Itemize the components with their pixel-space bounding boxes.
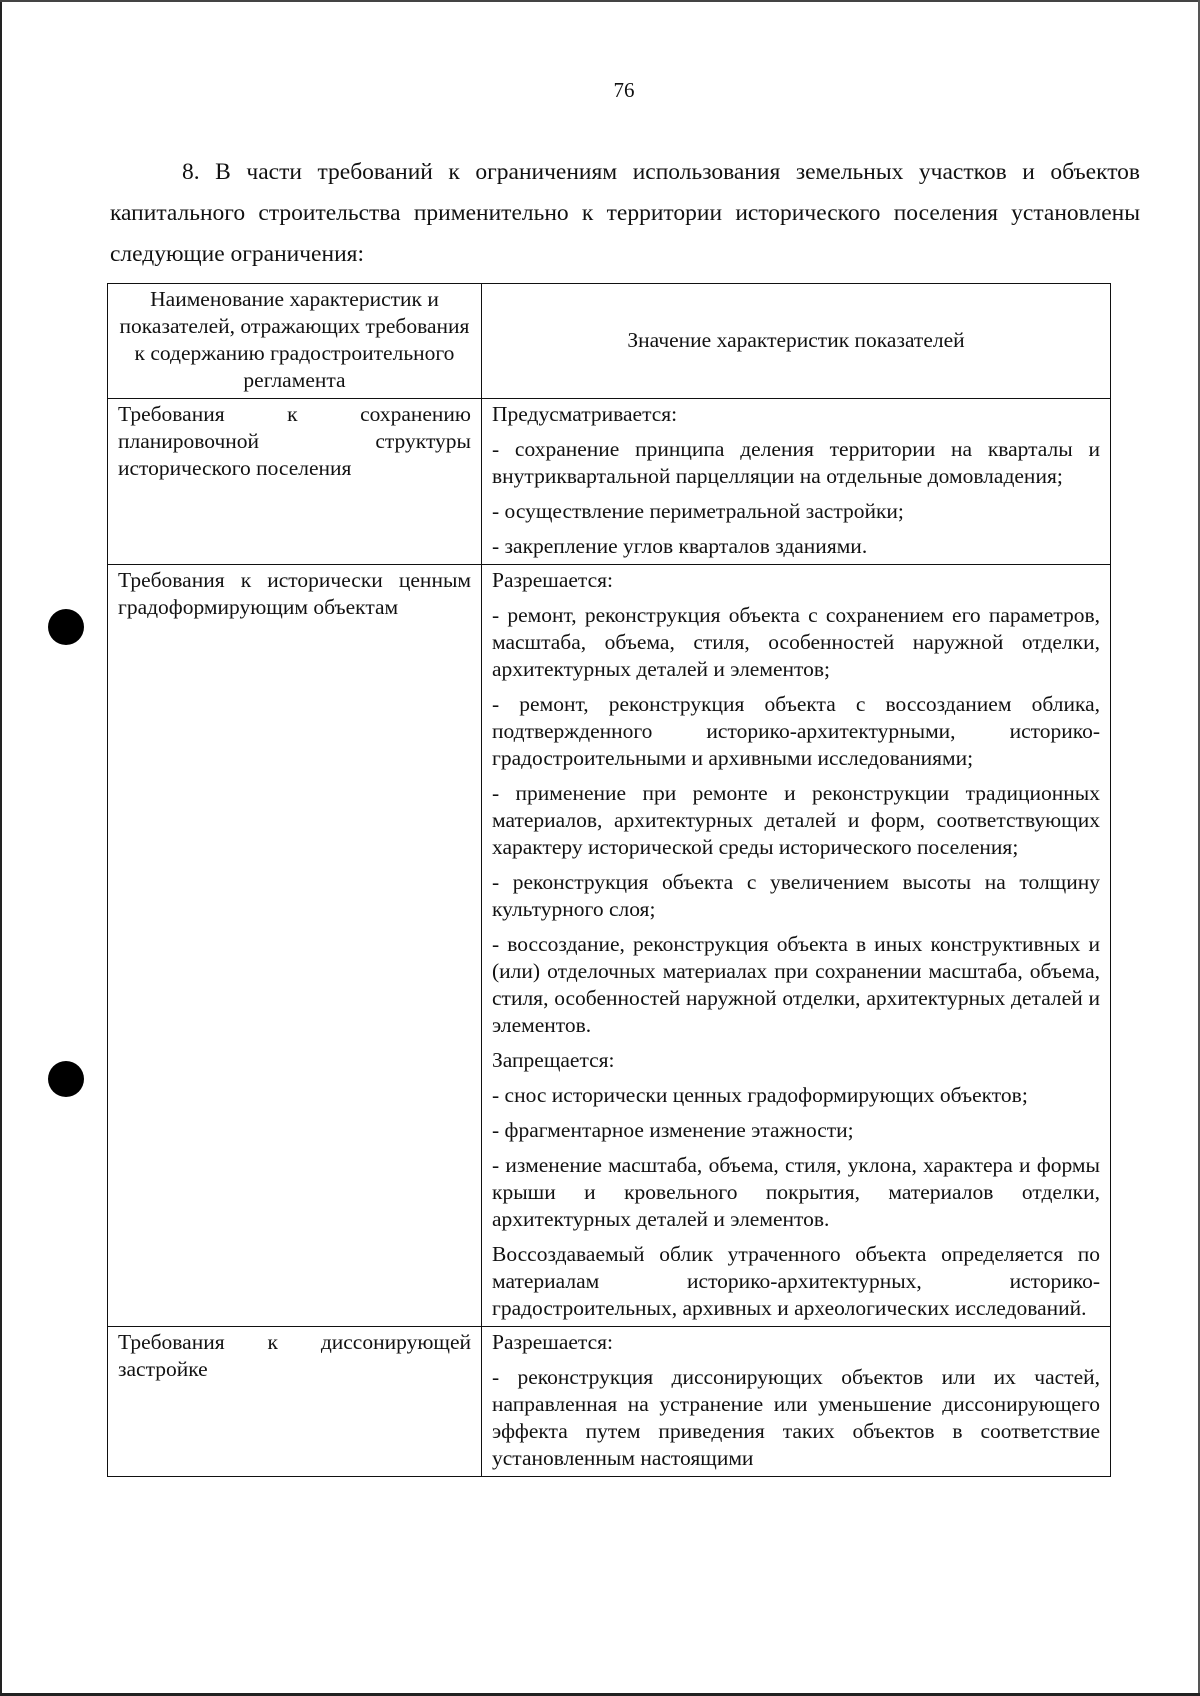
header-characteristics-value: Значение характеристик показателей (482, 284, 1111, 399)
row-paragraph: - фрагментарное изменение этажности; (492, 1118, 854, 1142)
punch-hole-mark (48, 1061, 84, 1097)
row-name: Требования к диссонирующей застройке (108, 1327, 482, 1477)
intro-paragraph: 8. В части требований к ограничениям использования земельных участков и объектов капитального строительства применительно к территории исторического поселения установлены следующие ограничения: (110, 159, 1140, 267)
row-values (482, 399, 1111, 565)
row-values (482, 1327, 1111, 1477)
row-paragraph: Предусматривается: (492, 402, 678, 426)
regulations-table (107, 283, 1111, 1477)
table-row (108, 565, 1111, 1327)
table-row (108, 399, 1111, 565)
row-paragraph: Запрещается: (492, 1048, 615, 1072)
row-paragraph: - сохранение принципа деления территории на кварталы и внутриквартальной парцелляции на отдельные домовладения; (492, 437, 1100, 488)
page-number: 76 (613, 78, 635, 102)
row-paragraph: - реконструкция объекта с увеличением высоты на толщину культурного слоя; (492, 870, 1100, 921)
row-paragraph: - снос исторически ценных градоформирующих объектов; (492, 1083, 1028, 1107)
row-paragraph: Воссоздаваемый облик утраченного объекта определяется по материалам историко-архитектурных, историко-градостроительных, архивных и археологических исследований. (492, 1242, 1100, 1320)
row-paragraph: - ремонт, реконструкция объекта с воссозданием облика, подтвержденного историко-архитектурными, историко-градостроительными и архивными исследованиями; (492, 692, 1100, 770)
row-paragraph: - воссоздание, реконструкция объекта в иных конструктивных и (или) отделочных материалах при сохранении масштаба, объема, стиля, особенностей наружной отделки, архитектурных деталей и элементов. (492, 932, 1100, 1037)
row-paragraph: - реконструкция диссонирующих объектов или их частей, направленная на устранение или уменьшение диссонирующего эффекта путем приведения таких объектов в соответствие установленным настоящими (492, 1365, 1100, 1470)
row-paragraph: Разрешается: (492, 1330, 613, 1354)
table-row (108, 1327, 1111, 1477)
row-name: Требования к исторически ценным градоформирующим объектам (108, 565, 482, 1327)
scan-edge-top (0, 0, 1200, 2)
header-characteristics-name: Наименование характеристик и показателей, отражающих требования к содержанию градостроительного регламента (108, 284, 482, 399)
row-paragraph: - изменение масштаба, объема, стиля, уклона, характера и формы крыши и кровельного покрытия, материалов отделки, архитектурных деталей и элементов. (492, 1153, 1100, 1231)
table-header-row (108, 284, 1111, 399)
row-paragraph: - применение при ремонте и реконструкции традиционных материалов, архитектурных деталей и форм, соответствующих характеру исторической среды исторического поселения; (492, 781, 1100, 859)
punch-hole-mark (48, 609, 84, 645)
row-name: Требования к сохранению планировочной структуры исторического поселения (108, 399, 482, 565)
row-paragraph: - осуществление периметральной застройки; (492, 499, 904, 523)
row-values (482, 565, 1111, 1327)
scan-edge-left (0, 0, 2, 1696)
row-paragraph: Разрешается: (492, 568, 613, 592)
row-paragraph: - ремонт, реконструкция объекта с сохранением его параметров, масштаба, объема, стиля, особенностей наружной отделки, архитектурных деталей и элементов; (492, 603, 1100, 681)
row-paragraph: - закрепление углов кварталов зданиями. (492, 534, 868, 558)
